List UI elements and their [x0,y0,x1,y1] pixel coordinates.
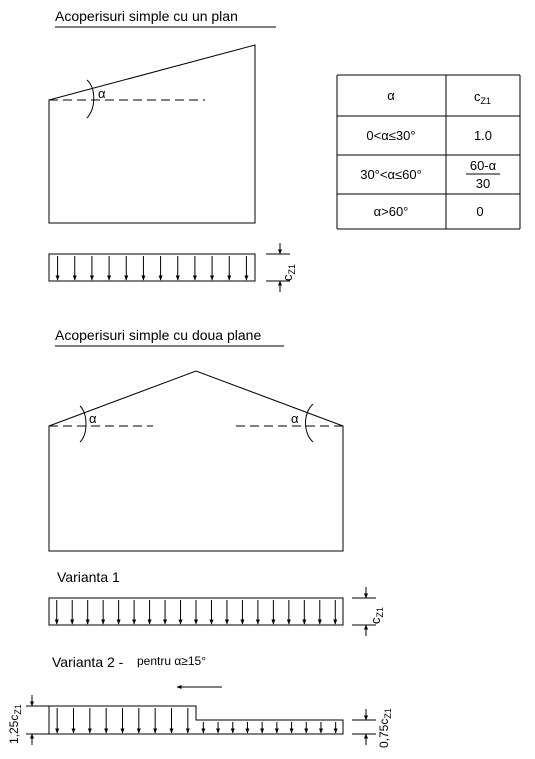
load-diagram-variant1 [49,598,343,625]
single-plane-angle-label: α [98,86,106,101]
load2-label: $c_{Z1}$ [368,606,385,624]
variant2-condition: pentru α≥15° [137,654,207,668]
variant2-title: Varianta 2 - [52,654,124,670]
table-row2-numerator: 60-α [469,158,497,173]
two-plane-left-angle-label: α [89,411,97,426]
two-plane-left-angle-arc [80,406,86,442]
section1-title: Acoperisuri simple cu un plan [55,8,238,24]
two-plane-right-angle-label: α [291,411,299,426]
table-row3-value: 0 [476,204,484,219]
load3-left-label: $1,25c_{Z1}$ [7,704,23,744]
table-row2-alpha: 30°<α≤60° [360,167,422,182]
load3-right-label: $0,75c_{Z1}$ [377,708,393,748]
two-plane-building [49,371,343,551]
load1-block [49,254,255,281]
single-plane-building [49,45,255,223]
load3-block [49,706,343,734]
coefficient-table [337,75,520,229]
table-row3-alpha: α>60° [373,204,409,219]
table-header-alpha: α [387,88,395,103]
two-plane-right-angle-arc [306,404,314,442]
single-plane-angle-arc [87,80,94,118]
load-diagram-variant2 [49,706,343,734]
table-row1-alpha: 0<α≤30° [366,128,416,143]
section2-title: Acoperisuri simple cu doua plane [55,327,262,343]
table-row2-denominator: 30 [475,176,491,191]
table-header-c: $c_{Z1}$ [474,89,492,106]
table-row1-value: 1.0 [473,128,493,143]
load1-label: $c_{Z1}$ [280,263,297,281]
load-diagram-single-plane [49,254,255,281]
variant1-title: Varianta 1 [57,569,120,585]
